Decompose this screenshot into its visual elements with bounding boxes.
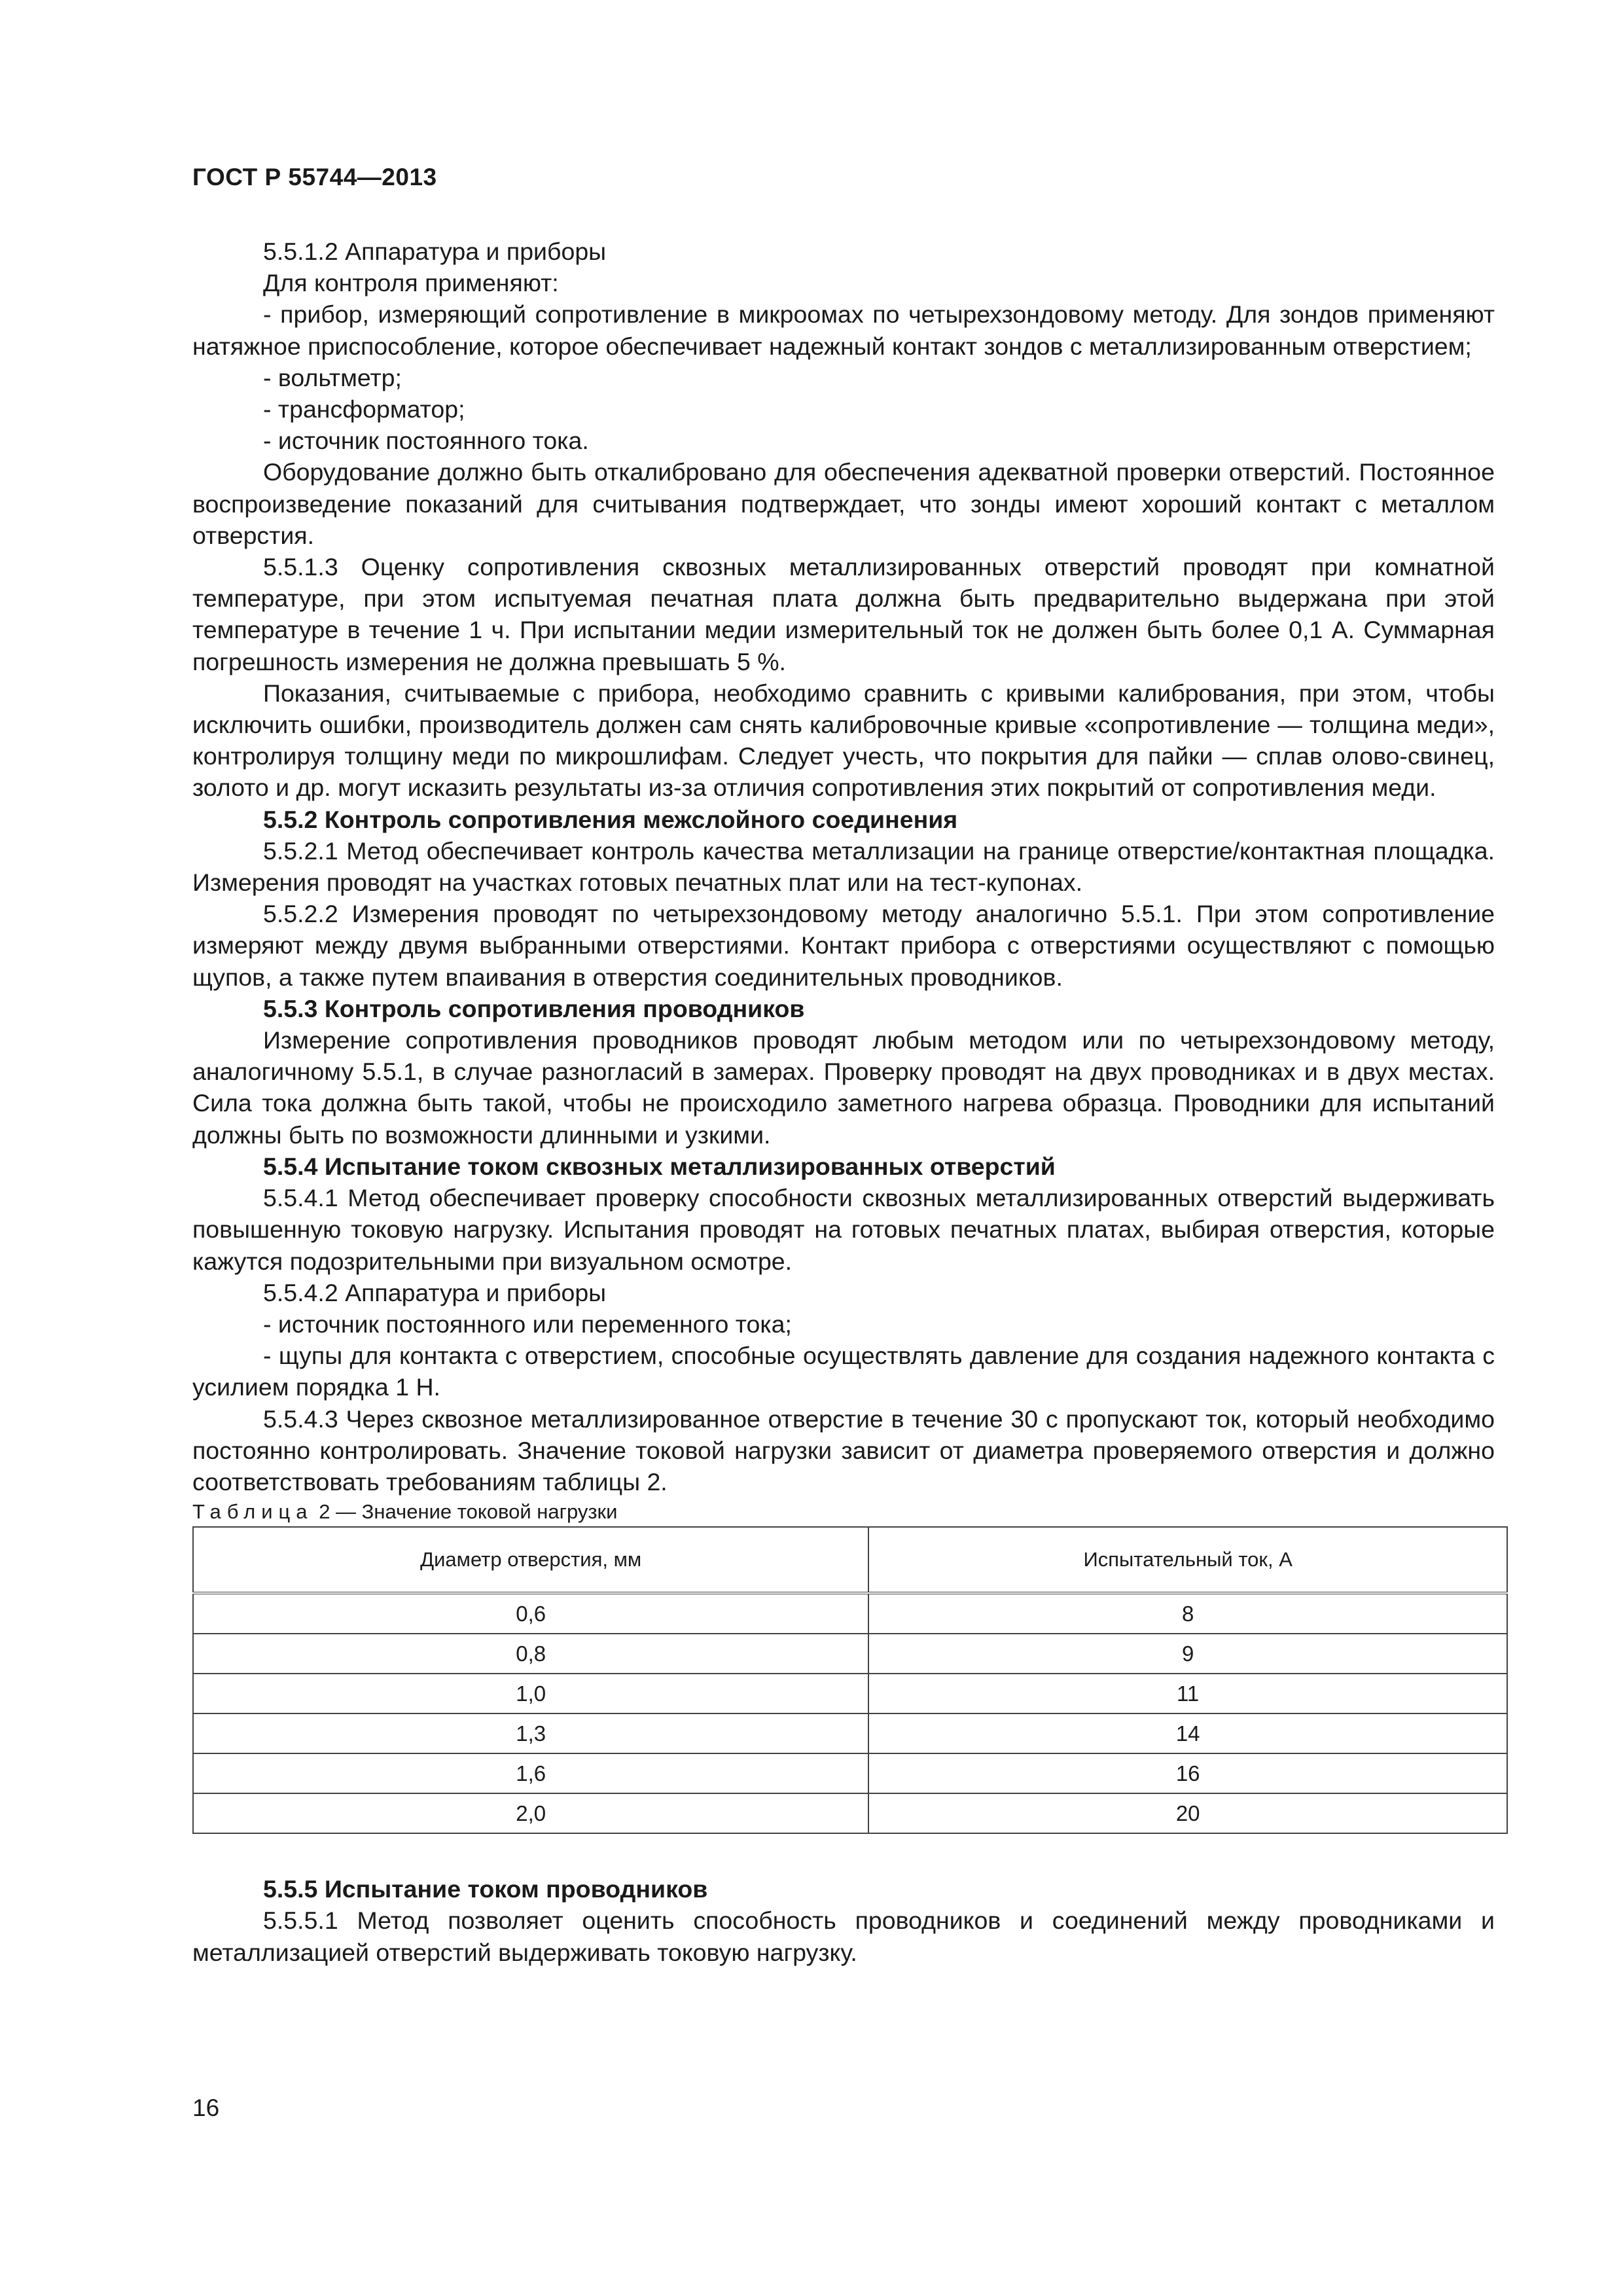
cell-diameter: 0,8 (193, 1634, 868, 1674)
cell-diameter: 1,3 (193, 1713, 868, 1753)
paragraph: 5.5.2.2 Измерения проводят по четырехзондовому методу аналогично 5.5.1. При этом сопротивление измеряют между двумя выбранными отверстиями. Контакт прибора с отверстиями осуществляют с помощью щупов, а также путем впаивания в отверстия соединительных проводников. (192, 900, 1495, 991)
paragraph: 5.5.4.2 Аппаратура и приборы (263, 1278, 607, 1306)
document-body (192, 236, 1495, 1968)
cell-diameter: 0,6 (193, 1593, 868, 1634)
table-row (193, 1713, 1507, 1753)
table-row (193, 1674, 1507, 1713)
cell-current: 20 (868, 1793, 1507, 1833)
column-header-diameter: Диаметр отверстия, мм (193, 1527, 868, 1593)
paragraph: - вольтметр; (263, 363, 402, 391)
paragraph: 5.5.2.1 Метод обеспечивает контроль качества металлизации на границе отверстие/контактная площадка. Измерения проводят на участках готовых печатных плат или на тест-купонах. (192, 836, 1495, 897)
paragraph: Для контроля применяют: (263, 269, 559, 297)
table-caption (192, 1498, 1495, 1526)
paragraph-list (192, 236, 1495, 1498)
section-heading: 5.5.5 Испытание током проводников (263, 1875, 708, 1903)
section-heading: 5.5.4 Испытание током сквозных металлизированных отверстий (263, 1152, 1056, 1180)
table-row (193, 1793, 1507, 1833)
paragraph: 5.5.1.2 Аппаратура и приборы (263, 238, 607, 265)
cell-diameter: 2,0 (193, 1793, 868, 1833)
table-header-row (193, 1527, 1507, 1593)
table-row (193, 1593, 1507, 1634)
column-header-current: Испытательный ток, А (868, 1527, 1507, 1593)
paragraph: 5.5.1.3 Оценку сопротивления сквозных металлизированных отверстий проводят при комнатной температуре, при этом испытуемая печатная плата должна быть предварительно выдержана при этой температуре в течение 1 ч. При испытании медии измерительный ток не должен быть более 0,1 А. Суммарная погрешность измерения не должна превышать 5 %. (192, 553, 1495, 675)
cell-diameter: 1,6 (193, 1753, 868, 1793)
paragraph: 5.5.4.3 Через сквозное металлизированное отверстие в течение 30 с пропускают ток, который необходимо постоянно контролировать. Значение токовой нагрузки зависит от диаметра проверяемого отверстия и должно соответствовать требованиям таблицы 2. (192, 1405, 1495, 1496)
paragraph: Измерение сопротивления проводников проводят любым методом или по четырехзондовому методу, аналогичному 5.5.1, в случае разногласий в замерах. Проверку проводят на двух проводниках и в двух местах. Сила тока должна быть такой, чтобы не происходило заметного нагрева образца. Проводники для испытаний должны быть по возможности длинными и узкими. (192, 1026, 1495, 1149)
table-caption-title: 2 — Значение токовой нагрузки (319, 1500, 618, 1524)
after-table-paragraphs (192, 1873, 1495, 1968)
section-heading: 5.5.2 Контроль сопротивления межслойного соединения (263, 805, 958, 833)
cell-current: 11 (868, 1674, 1507, 1713)
paragraph: Показания, считываемые с прибора, необходимо сравнить с кривыми калибрования, при этом, чтобы исключить ошибки, производитель должен сам снять калибровочные кривые «сопротивление — толщина меди», контролируя толщину меди по микрошлифам. Следует учесть, что покрытия для пайки — сплав олово-свинец, золото и др. могут исказить результаты из-за отличия сопротивления этих покрытий от сопротивления меди. (192, 679, 1495, 802)
document-header: ГОСТ Р 55744—2013 (192, 164, 437, 190)
cell-current: 8 (868, 1593, 1507, 1634)
page-number: 16 (192, 2094, 220, 2121)
paragraph: 5.5.4.1 Метод обеспечивает проверку способности сквозных металлизированных отверстий выдерживать повышенную токовую нагрузку. Испытания проводят на готовых печатных платах, выбирая отверстия, которые кажутся подозрительными при визуальном осмотре. (192, 1184, 1495, 1275)
paragraph: - прибор, измеряющий сопротивление в микроомах по четырехзондовому методу. Для зондов применяют натяжное приспособление, которое обеспечивает надежный контакт зондов с металлизированным отверстием; (192, 300, 1495, 360)
paragraph: Оборудование должно быть откалибровано для обеспечения адекватной проверки отверстий. Постоянное воспроизведение показаний для считывания подтверждает, что зонды имеют хороший контакт с металлом отверстия. (192, 458, 1495, 549)
cell-diameter: 1,0 (193, 1674, 868, 1713)
paragraph: 5.5.5.1 Метод позволяет оценить способность проводников и соединений между проводниками и металлизацией отверстий выдерживать токовую нагрузку. (192, 1907, 1495, 1966)
paragraph: - источник постоянного тока. (263, 427, 589, 455)
table-row (193, 1634, 1507, 1674)
cell-current: 16 (868, 1753, 1507, 1793)
paragraph: - источник постоянного или переменного тока; (263, 1310, 792, 1338)
cell-current: 14 (868, 1713, 1507, 1753)
current-load-table (192, 1526, 1508, 1834)
table-body (193, 1593, 1507, 1833)
section-heading: 5.5.3 Контроль сопротивления проводников (263, 994, 805, 1022)
paragraph: - трансформатор; (263, 395, 465, 423)
paragraph: - щупы для контакта с отверстием, способные осуществлять давление для создания надежного контакта с усилием порядка 1 Н. (192, 1342, 1495, 1401)
table-caption-prefix: Таблица (192, 1500, 313, 1524)
cell-current: 9 (868, 1634, 1507, 1674)
table-row (193, 1753, 1507, 1793)
